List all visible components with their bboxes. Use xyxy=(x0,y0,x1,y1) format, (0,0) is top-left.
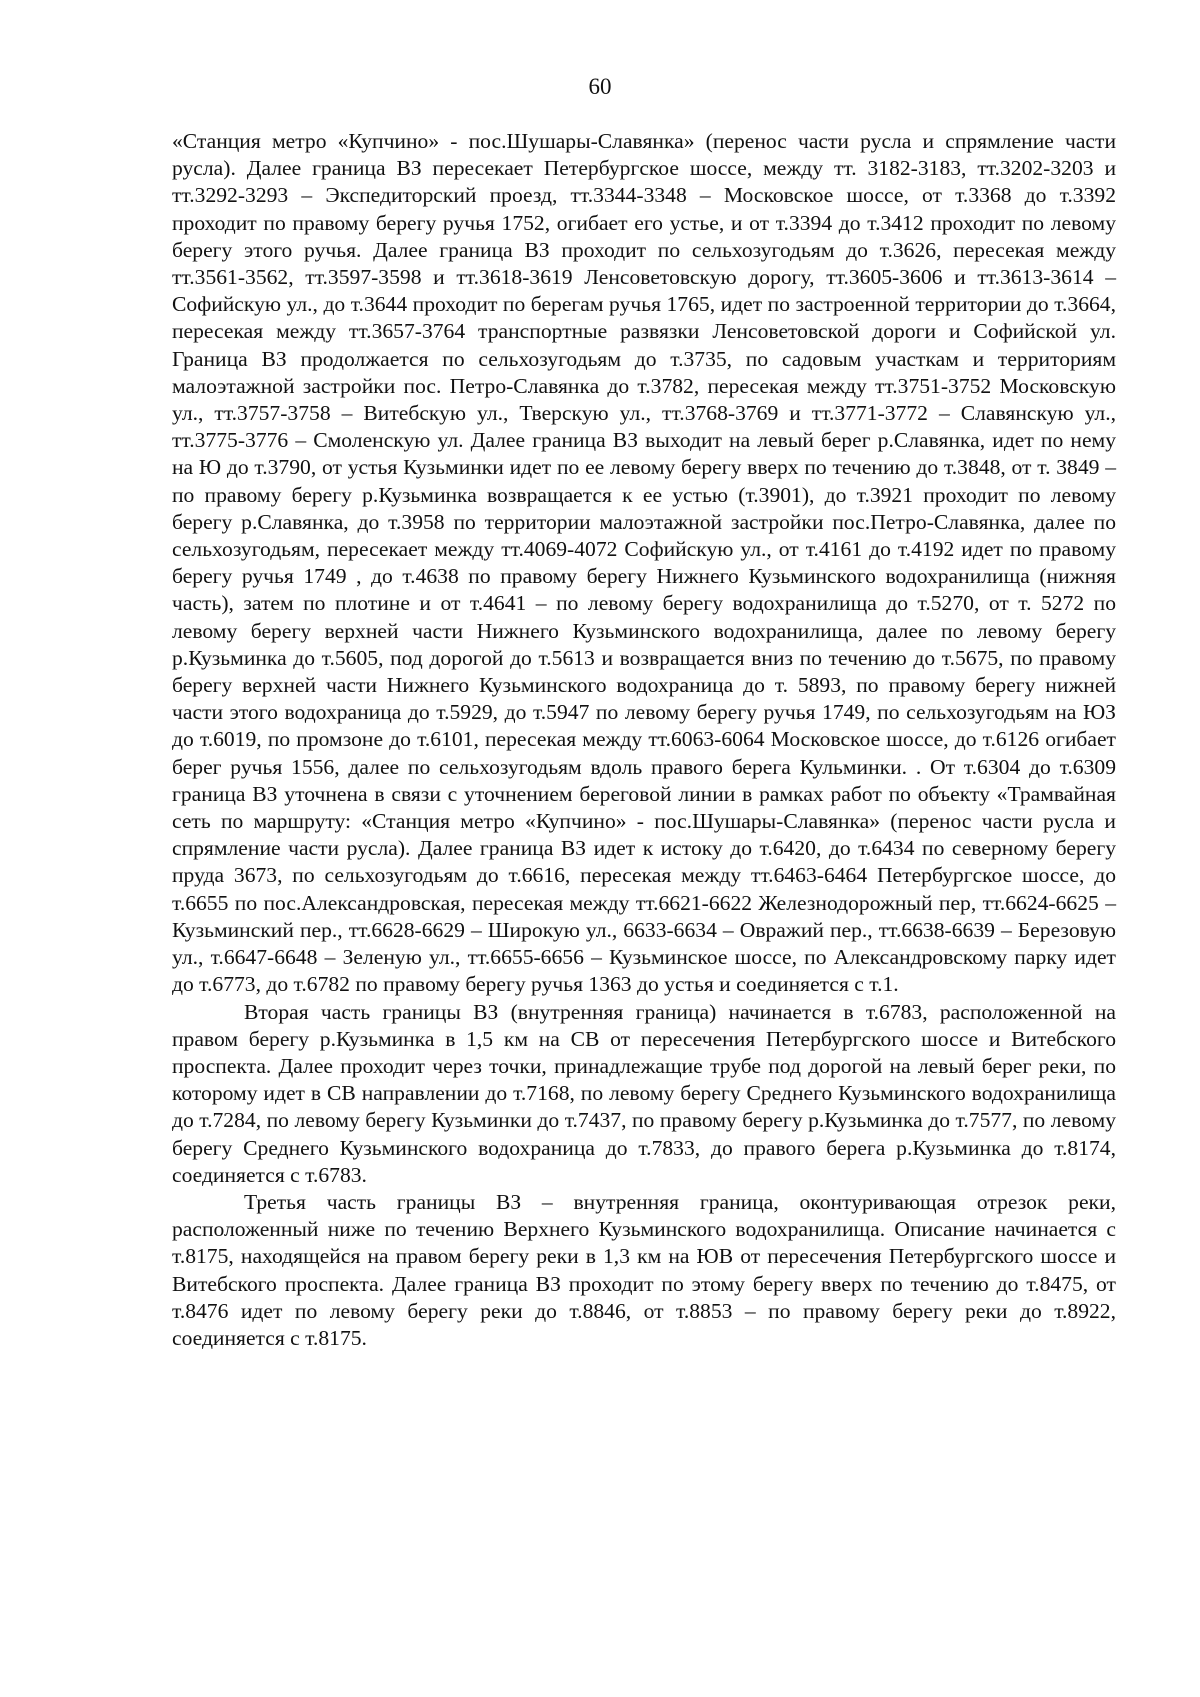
paragraph-continuation: «Станция метро «Купчино» - пос.Шушары-Славянка» (перенос части русла и спрямление части русла). Далее граница ВЗ пересекает Петербургское шоссе, между тт. 3182-3183, тт.3202-3203 и тт.3292-3293 – Экспедиторский проезд, тт.3344-3348 – Московское шоссе, от т.3368 до т.3392 проходит по правому берегу ручья 1752, огибает его устье, и от т.3394 до т.3412 проходит по левому берегу этого ручья. Далее граница ВЗ проходит по сельхозугодьям до т.3626, пересекая между тт.3561-3562, тт.3597-3598 и тт.3618-3619 Ленсоветовскую дорогу, тт.3605-3606 и тт.3613-3614 – Софийскую ул., до т.3644 проходит по берегам ручья 1765, идет по застроенной территории до т.3664, пересекая между тт.3657-3764 транспортные развязки Ленсоветовской дороги и Софийской ул. Граница ВЗ продолжается по сельхозугодьям до т.3735, по садовым участкам и территориям малоэтажной застройки пос. Петро-Славянка до т.3782, пересекая между тт.3751-3752 Московскую ул., тт.3757-3758 – Витебскую ул., Тверскую ул., тт.3768-3769 и тт.3771-3772 – Славянскую ул., тт.3775-3776 – Смоленскую ул. Далее граница ВЗ выходит на левый берег р.Славянка, идет по нему на Ю до т.3790, от устья Кузьминки идет по ее левому берегу вверх по течению до т.3848, от т. 3849 – по правому берегу р.Кузьминка возвращается к ее устью (т.3901), до т.3921 проходит по левому берегу р.Славянка, до т.3958 по территории малоэтажной застройки пос.Петро-Славянка, далее по сельхозугодьям, пересекает между тт.4069-4072 Софийскую ул., от т.4161 до т.4192 идет по правому берегу ручья 1749 , до т.4638 по правому берегу Нижнего Кузьминского водохранилища (нижняя часть), затем по плотине и от т.4641 – по левому берегу водохранилища до т.5270, от т. 5272 по левому берегу верхней части Нижнего Кузьминского водохранилища, далее по левому берегу р.Кузьминка до т.5605, под дорогой до т.5613 и возвращается вниз по течению до т.5675, по правому берегу верхней части Нижнего Кузьминского водохраница до т. 5893, по правому берегу нижней части этого водохраница до т.5929, до т.5947 по левому берегу ручья 1749, по сельхозугодьям на ЮЗ до т.6019, по промзоне до т.6101, пересекая между тт.6063-6064 Московское шоссе, до т.6126 огибает берег ручья 1556, далее по сельхозугодьям вдоль правого берега Кульминки. . От т.6304 до т.6309 граница ВЗ уточнена в связи с уточнением береговой линии в рамках работ по объекту «Трамвайная сеть по маршруту: «Станция метро «Купчино» - пос.Шушары-Славянка» (перенос части русла и спрямление части русла). Далее граница ВЗ идет к истоку до т.6420, до т.6434 по северному берегу пруда 3673, по сельхозугодьям до т.6616, пересекая между тт.6463-6464 Петербургское шоссе, до т.6655 по пос.Александровская, пересекая между тт.6621-6622 Железнодорожный пер, тт.6624-6625 – Кузьминский пер., тт.6628-6629 – Широкую ул., 6633-6634 – Овражий пер., тт.6638-6639 – Березовую ул., т.6647-6648 – Зеленую ул., тт.6655-6656 – Кузьминское шоссе, по Александровскому парку идет до т.6773, до т.6782 по правому берегу ручья 1363 до устья и соединяется с т.1. xyxy=(172,129,1116,997)
document-body xyxy=(172,128,1116,1352)
paragraph-third-boundary-part: Третья часть границы ВЗ – внутренняя граница, оконтуривающая отрезок реки, расположенный ниже по течению Верхнего Кузьминского водохранилища. Описание начинается с т.8175, находящейся на правом берегу реки в 1,3 км на ЮВ от пересечения Петербургского шоссе и Витебского проспекта. Далее граница ВЗ проходит по этому берегу вверх по течению до т.8475, от т.8476 идет по левому берегу реки до т.8846, от т.8853 – по правому берегу реки до т.8922, соединяется с т.8175. xyxy=(172,1189,1116,1350)
page-number: 60 xyxy=(588,74,612,99)
paragraph-second-boundary-part: Вторая часть границы ВЗ (внутренняя граница) начинается в т.6783, расположенной на правом берегу р.Кузьминка в 1,5 км на СВ от пересечения Петербургского шоссе и Витебского проспекта. Далее проходит через точки, принадлежащие трубе под дорогой на левый берег реки, по которому идет в СВ направлении до т.7168, по левому берегу Среднего Кузьминского водохранилища до т.7284, по левому берегу Кузьминки до т.7437, по правому берегу р.Кузьминка до т.7577, по левому берегу Среднего Кузьминского водохраница до т.7833, до правого берега р.Кузьминка до т.8174, соединяется с т.6783. xyxy=(172,999,1116,1187)
